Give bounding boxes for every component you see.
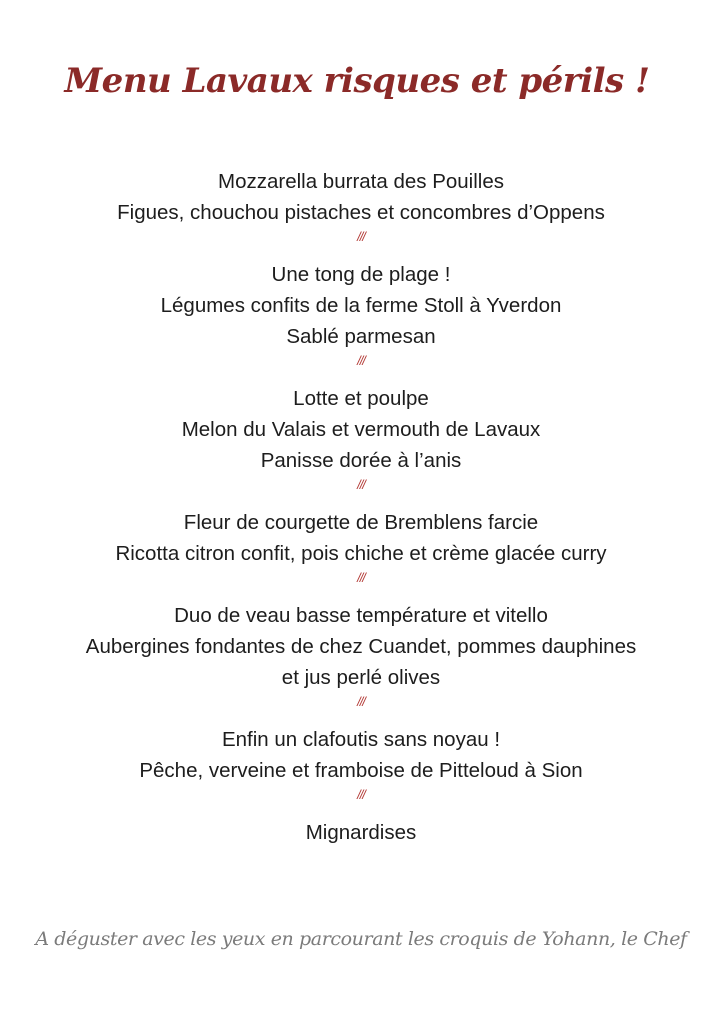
course-separator: ///	[357, 229, 365, 244]
course-line: Panisse dorée à l’anis	[260, 449, 462, 472]
course-separator: ///	[357, 787, 365, 802]
course-line: Figues, chouchou pistaches et concombres d’Oppens	[117, 201, 605, 224]
course-separator: ///	[357, 694, 365, 709]
course-line: et jus perlé olives	[281, 666, 441, 689]
course-separator: ///	[357, 477, 365, 492]
menu-list	[0, 166, 722, 848]
course-line: Aubergines fondantes de chez Cuandet, pommes dauphines	[85, 635, 637, 658]
course-separator: ///	[357, 353, 365, 368]
course-2	[0, 259, 722, 383]
course-3	[0, 383, 722, 507]
course-4	[0, 507, 722, 600]
course-line: Sablé parmesan	[286, 325, 436, 348]
course-line: Mignardises	[305, 821, 417, 844]
course-6	[0, 724, 722, 817]
course-line: Pêche, verveine et framboise de Pitteloud à Sion	[139, 759, 583, 782]
course-line: Lotte et poulpe	[293, 387, 429, 410]
course-1	[0, 166, 722, 259]
course-line: Mozzarella burrata des Pouilles	[218, 170, 504, 193]
course-line: Ricotta citron confit, pois chiche et crème glacée curry	[115, 542, 607, 565]
menu-title: Menu Lavaux risques et périls !	[64, 60, 650, 101]
course-line: Duo de veau basse température et vitello	[174, 604, 548, 627]
course-line: Légumes confits de la ferme Stoll à Yverdon	[160, 294, 562, 317]
course-line: Melon du Valais et vermouth de Lavaux	[181, 418, 541, 441]
chef-note: A déguster avec les yeux en parcourant les croquis de Yohann, le Chef	[35, 928, 687, 950]
course-separator: ///	[357, 570, 365, 585]
course-line: Fleur de courgette de Bremblens farcie	[183, 511, 539, 534]
course-5	[0, 600, 722, 724]
course-line: Une tong de plage !	[271, 263, 451, 286]
course-line: Enfin un clafoutis sans noyau !	[221, 728, 501, 751]
course-7	[0, 817, 722, 848]
